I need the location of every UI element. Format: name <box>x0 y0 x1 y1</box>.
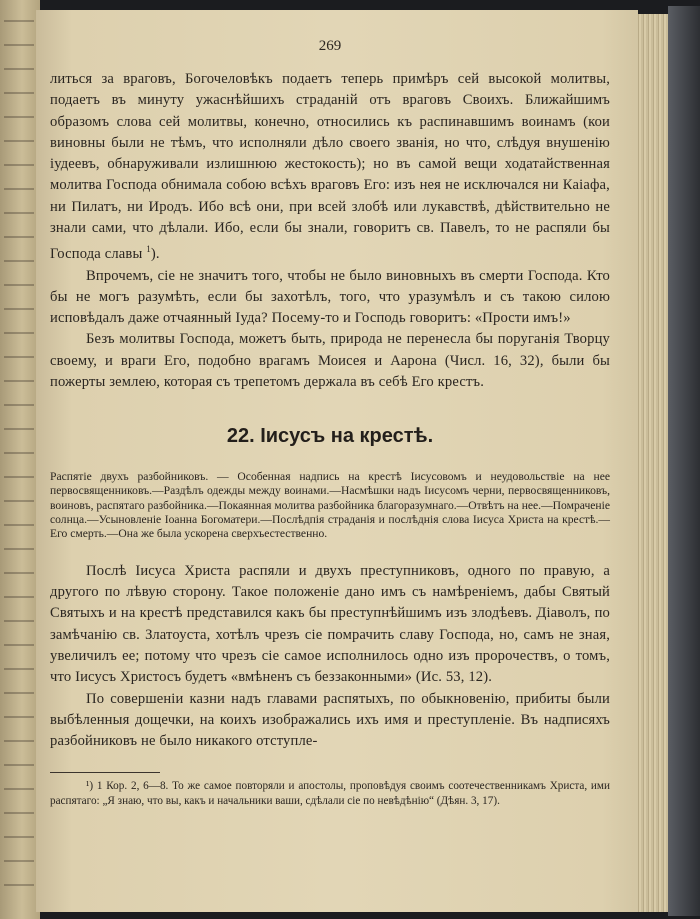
left-page-text-fragment <box>4 20 34 900</box>
paragraph-4: Послѣ Іисуса Христа распяли и двухъ преступниковъ, одного по правую, а другого по лѣвую сторону. Такое положеніе дано имъ съ намѣреніемъ, дабы Святый Святыхъ и на крестѣ представился какъ бы преступнѣйшимъ изъ злодѣевъ. Діаволъ, по замѣчанію св. Златоуста, хотѣлъ чрезъ сіе помрачить славу Господа, но, самъ не зная, увеличилъ ее; потому что чрезъ сіе самое исполнилось одно изъ пророчествъ, о томъ, что Іисусъ Христосъ будетъ «вмѣненъ съ беззаконными» (Ис. 53, 12). <box>50 562 610 686</box>
footnote-reference: 1 <box>146 244 151 255</box>
section-summary: Распятіе двухъ разбойниковъ. — Особенная надпись на крестѣ Іисусовомъ и неудовольствіе на нее первосвященниковъ.—Раздѣлъ одежды между воинами.—Насмѣшки надъ Іисусомъ черни, первосвященниковъ, воиновъ, распятаго разбойника.—Покаянная молитва разбойника благоразумнаго.—Отвѣтъ на нее.—Помраченіе солнца.—Усыновленіе Іоанна Богоматери.—Послѣдпія страданія и послѣднія слова Іисуса Христа на крестѣ.—Его смерть.—Она же была ускорена сверхъестественно. <box>50 470 610 540</box>
paragraph-2: Впрочемъ, сіе не значитъ того, чтобы не было виновныхъ въ смерти Господа. Кто бы не могъ разумѣть, если бы захотѣлъ, того, что уразумѣлъ и съ такою силою исповѣдалъ даже отчаянный Іуда? Посему-то и Господь говоритъ: «Прости имъ!» <box>50 267 610 327</box>
page-content <box>50 38 610 809</box>
paragraph-1: литься за враговъ, Богочеловѣкъ подаетъ теперь примѣръ сей высокой молитвы, подаетъ въ минуту ужаснѣйшихъ страданій отъ враговъ Своихъ. Ближайшимъ образомъ слова сей молитвы, конечно, относились къ распинавшимъ воинамъ (кои виновны были не тѣмъ, что исполняли дѣло своего званія, но что, слѣдуя внушенію іудеевъ, обнаруживали излишнюю жестокость); но въ самой вещи ходатайственная молитва Господа обнимала собою всѣхъ враговъ Его: изъ нея не исключался ни Каіафа, ни Пилатъ, ни Иродъ. Ибо всѣ они, при всей злобѣ или лукавствѣ, дѣйствительно не знали сами, что дѣлали. Ибо, если бы знали, говоритъ св. Павелъ, то не распяли бы Господа славы $^1$). <box>50 71 610 263</box>
paragraph-3: Безъ молитвы Господа, можетъ быть, природа не перенесла бы поруганія Творцу своему, и враги Его, подобно врагамъ Моисея и Аарона (Числ. 16, 32), были бы пожерты землею, которая съ трепетомъ держала въ себѣ Его крестъ. <box>50 331 610 391</box>
footnote-divider <box>50 772 160 773</box>
section-title: 22. Іисусъ на крестѣ. <box>226 425 434 448</box>
book-cover-edge <box>668 6 700 916</box>
page-number: 269 <box>318 38 342 54</box>
footnote: ¹) 1 Кор. 2, 6—8. То же самое повторяли и апостолы, проповѣдуя своимъ соотечественникамъ Христа, ими распятаго: „Я знаю, что вы, какъ и начальники ваши, сдѣлали сіе по невѣдѣнію“ (Дѣян. 3, 17). <box>50 780 610 808</box>
paragraph-5: По совершеніи казни надъ главами распятыхъ, по обыкновенію, прибиты были выбѣленныя дощечки, на коихъ изображались ихъ имя и преступленіе. Въ надписяхъ разбойниковъ не было никакого отступле- <box>50 690 610 750</box>
left-page-edge <box>0 0 40 919</box>
page-stack-edge <box>636 14 670 912</box>
